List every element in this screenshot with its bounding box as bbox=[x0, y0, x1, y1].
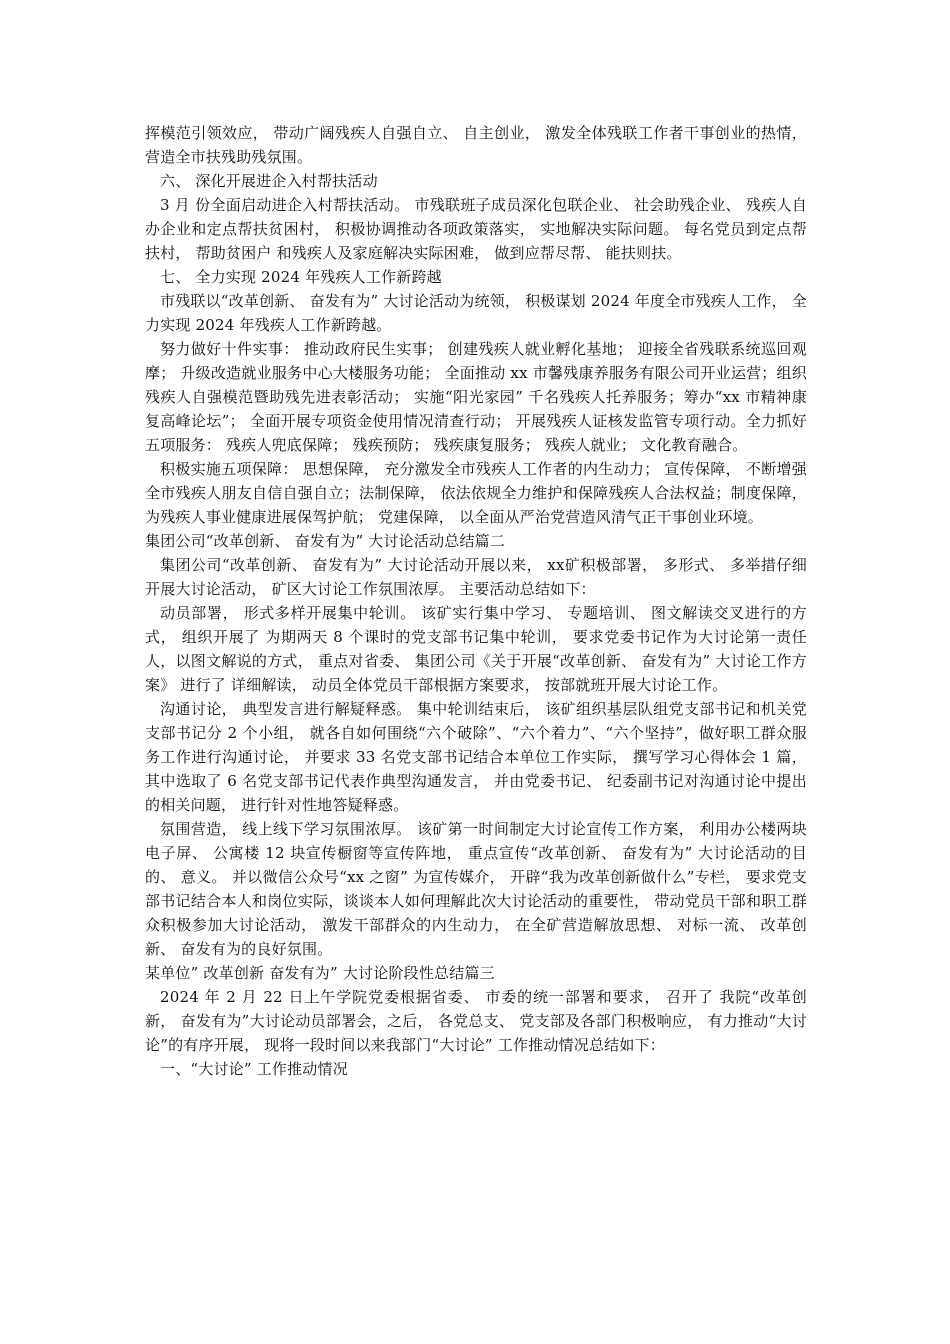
article-title-part-three: 某单位” 改革创新 奋发有为” 大讨论阶段性总结篇三 bbox=[145, 964, 495, 982]
section-heading-one: 一、“大讨论” 工作推动情况 bbox=[160, 1060, 348, 1078]
section-heading-seven: 七、 全力实现 2024 年残疾人工作新跨越 bbox=[160, 268, 442, 286]
section-heading-six: 六、 深化开展进企入村帮扶活动 bbox=[160, 172, 378, 190]
paragraph-intro-continuation: 挥模范引领效应， 带动广阔残疾人自强自立、 自主创业， 激发全体残联工作者干事创业的热情， 营造全市扶残助残氛围。 bbox=[145, 124, 807, 166]
paragraph-overall-plan: 市残联以“改革创新、 奋发有为” 大讨论活动为统领， 积极谋划 2024 年度全市残疾人工作， 全力实现 2024 年残疾人工作新跨越。 bbox=[145, 292, 807, 334]
paragraph-college-meeting: 2024 年 2 月 22 日上午学院党委根据省委、 市委的统一部署和要求， 召开了 我院“改革创新， 奋发有为”大讨论动员部署会，之后， 各党总支、 党支部及各部门积极响应， 有力推动“大讨论”的有序开展， 现将一段时间以来我部门“大讨论” 工作推动情况总结如下： bbox=[145, 988, 807, 1054]
paragraph-five-guarantees: 积极实施五项保障： 思想保障， 充分激发全市残疾人工作者的内生动力； 宣传保障， 不断增强全市残疾人朋友自信自强自立；法制保障， 依法依规全力维护和保障残疾人合法权益；制度保障，为残疾人事业健康进展保驾护航； 党建保障， 以全面从严治党营造风清气正干事创业环境。 bbox=[145, 460, 807, 526]
article-title-part-two: 集团公司“改革创新、 奋发有为” 大讨论活动总结篇二 bbox=[145, 532, 506, 550]
paragraph-mobilization: 动员部署， 形式多样开展集中轮训。 该矿实行集中学习、 专题培训、 图文解读交叉进行的方式， 组织开展了 为期两天 8 个课时的党支部书记集中轮训， 要求党委书记作为大讨论第一责任人，以图文解说的方式， 重点对省委、 集团公司《关于开展“改革创新、 奋发有为” 大讨论工作方案》 进行了 详细解读， 动员全体党员干部根据方案要求， 按部就班开展大讨论工作。 bbox=[145, 604, 807, 694]
paragraph-ten-tasks: 努力做好十件实事： 推动政府民生实事； 创建残疾人就业孵化基地； 迎接全省残联系统巡回观摩； 升级改造就业服务中心大楼服务功能； 全面推动 xx 市馨残康养服务有限公司开业运营；组织残疾人自强模范暨助残先进表彰活动； 实施“阳光家园” 千名残疾人托养服务；筹办“xx 市精神康复高峰论坛”； 全面开展专项资金使用情况清查行动； 开展残疾人证核发监管专项行动。全力抓好五项服务： 残疾人兜底保障； 残疾预防； 残疾康复服务； 残疾人就业； 文化教育融合。 bbox=[145, 340, 807, 454]
paragraph-atmosphere: 氛围营造， 线上线下学习氛围浓厚。 该矿第一时间制定大讨论宣传工作方案， 利用办公楼两块电子屏、 公寓楼 12 块宣传橱窗等宣传阵地， 重点宣传“改革创新、 奋发有为” 大讨论活动的目 的、 意义。 并以微信公众号“xx 之窗” 为宣传媒介， 开辟“我为改革创新做什么”专栏， 要求党支部书记结合本人和岗位实际，谈谈本人如何理解此次大讨论活动的重要性， 带动党员干部和职工群众积极参加大讨论活动， 激发干部群众的内生动力， 在全矿营造解放思想、 对标一流、 改革创新、 奋发有为的良好氛围。 bbox=[145, 820, 807, 958]
document-page bbox=[145, 121, 807, 1081]
paragraph-help-activities: 3 月 份全面启动进企入村帮扶活动。 市残联班子成员深化包联企业、 社会助残企业、 残疾人自办企业和定点帮扶贫困村， 积极协调推动各项政策落实， 实地解决实际问题。 每名党员到定点帮扶村， 帮助贫困户 和残疾人及家庭解决实际困难， 做到应帮尽帮、 能扶则扶。 bbox=[145, 196, 807, 262]
paragraph-discussion: 沟通讨论， 典型发言进行解疑释惑。 集中轮训结束后， 该矿组织基层队组党支部书记和机关党支部书记分 2 个小组， 就各自如何围绕“六个破除”、“六个着力”、“六个坚持”，做好职工群众服务工作进行沟通讨论， 并要求 33 名党支部书记结合本单位工作实际， 撰写学习心得体会 1 篇， 其中选取了 6 名党支部书记代表作典型沟通发言， 并由党委书记、 纪委副书记对沟通讨论中提出的相关问题， 进行针对性地答疑释惑。 bbox=[145, 700, 807, 814]
paragraph-group-overview: 集团公司“改革创新、 奋发有为” 大讨论活动开展以来， xx矿积极部署， 多形式、 多举措仔细开展大讨论活动， 矿区大讨论工作氛围浓厚。 主要活动总结如下： bbox=[145, 556, 807, 598]
